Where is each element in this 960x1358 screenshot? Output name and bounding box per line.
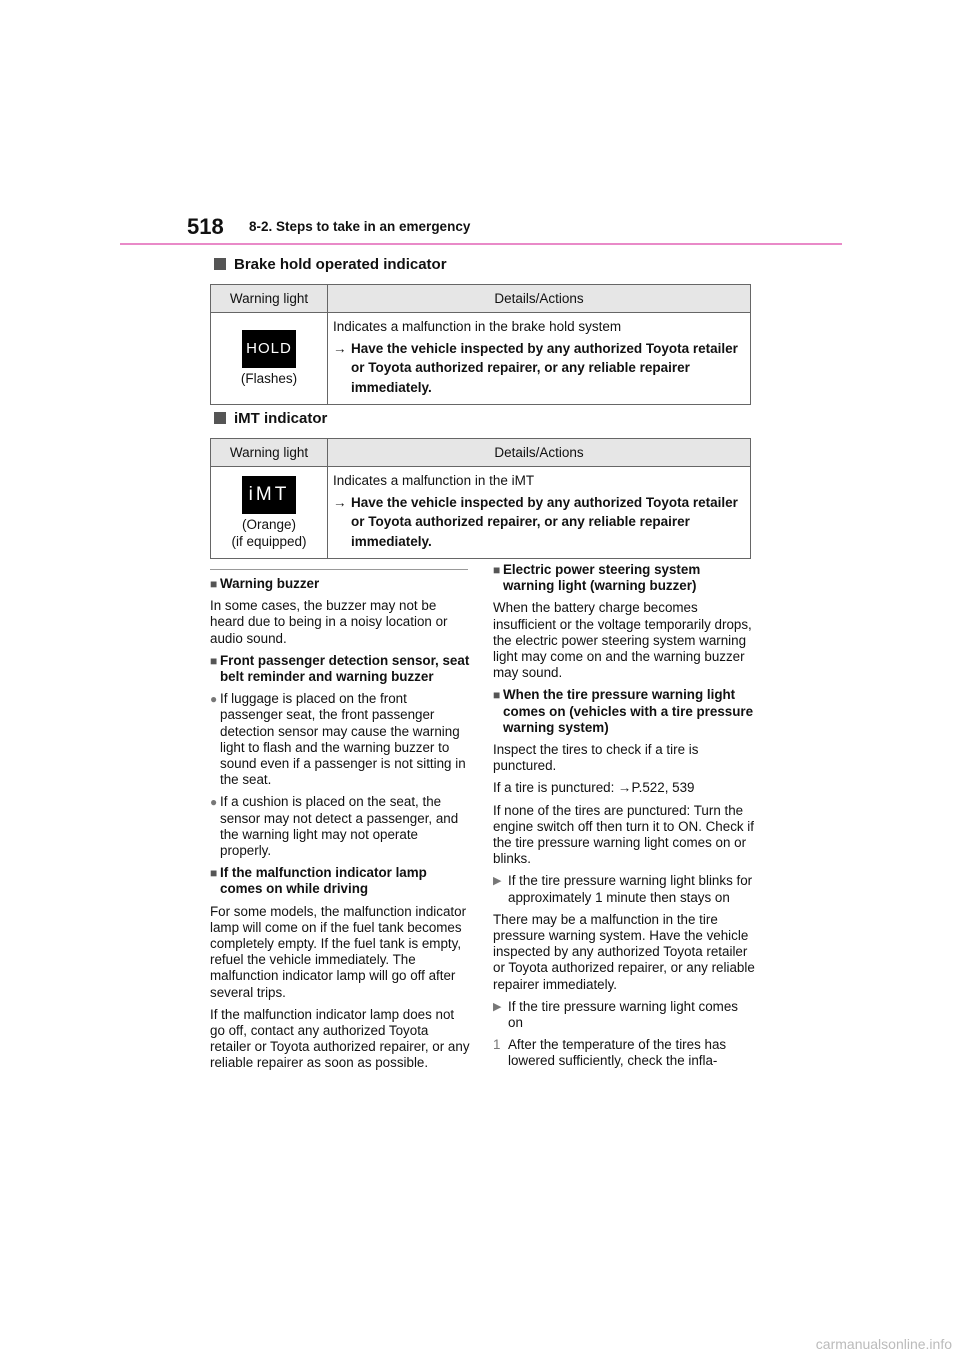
header-rule — [120, 243, 842, 245]
note-paragraph: If none of the tires are punctured: Turn the engine switch off then turn it to ON. Check if the tire pressure warning light comes on or blinks. — [493, 802, 754, 867]
details-cell — [328, 467, 751, 559]
triangle-right-icon: ▶ — [493, 875, 502, 888]
details-cell — [328, 313, 751, 405]
left-column — [210, 576, 472, 1078]
square-marker-icon: ■ — [210, 577, 218, 591]
imt-table — [210, 438, 751, 559]
square-marker-icon: ■ — [493, 563, 501, 577]
hold-indicator-icon: HOLD — [242, 330, 296, 368]
bullet-item: ● If luggage is placed on the front passenger seat, the front passenger detection sensor may cause the warning light to flash and the warning buzzer to sound even if a passenger is not sitting in the seat. — [210, 691, 466, 788]
step-item: 1 After the temperature of the tires has lowered sufficiently, check the infla- — [493, 1037, 727, 1069]
triangle-right-icon: ▶ — [493, 1000, 502, 1013]
note-heading: ■ Electric power steering system warning light (warning buzzer) — [493, 562, 701, 594]
note-heading: ■ Front passenger detection sensor, seat belt reminder and warning buzzer — [210, 652, 470, 685]
note-paragraph: In some cases, the buzzer may not be heard due to being in a noisy location or audio sound. — [210, 598, 448, 646]
note-paragraph: Inspect the tires to check if a tire is punctured. — [493, 742, 699, 774]
imt-indicator-icon: iMT — [242, 476, 296, 514]
note-heading: ■ When the tire pressure warning light comes on (vehicles with a tire pressure warning system) — [493, 687, 754, 735]
circle-bullet-icon: ● — [210, 692, 218, 707]
arrow-right-icon: → — [618, 780, 632, 796]
icon-caption-equipped: (if equipped) — [231, 533, 307, 549]
section-heading: 8-2. Steps to take in an emergency — [249, 219, 471, 234]
square-marker-icon: ■ — [493, 688, 501, 703]
column-header-warning-light: Warning light — [211, 439, 328, 467]
bullet-item: ● If a cushion is placed on the seat, the sensor may not detect a passenger, and the warning light may not operate properly. — [210, 794, 459, 859]
note-heading: ■ If the malfunction indicator lamp comes on while driving — [210, 865, 427, 897]
column-header-details: Details/Actions — [328, 439, 751, 467]
note-paragraph: For some models, the malfunction indicator lamp will come on if the fuel tank becomes completely empty. If the fuel tank is empty, refuel the vehicle immediately. The malfunction indicator lamp will go off after several trips. — [210, 903, 467, 1000]
page-number: 518 — [187, 214, 224, 239]
note-heading: ■ Warning buzzer — [210, 576, 320, 591]
square-marker-icon: ■ — [210, 866, 218, 881]
page-reference: If a tire is punctured: →P.522, 539 — [493, 780, 695, 796]
icon-caption: (Flashes) — [240, 371, 298, 386]
right-column — [493, 562, 755, 1076]
detail-text: Indicates a malfunction in the iMT — [333, 473, 535, 488]
warning-light-cell — [211, 467, 328, 559]
detail-text: Indicates a malfunction in the brake hold system — [333, 319, 622, 334]
circle-bullet-icon: ● — [210, 795, 218, 810]
note-paragraph: There may be a malfunction in the tire pressure warning system. Have the vehicle inspected by any authorized Toyota retailer or Toyota authorized repairer, or any reliable repairer immediately. — [493, 911, 755, 992]
notes-divider — [210, 569, 468, 570]
section-title-brake-hold: Brake hold operated indicator — [214, 256, 447, 273]
note-paragraph: When the battery charge becomes insufficient or the voltage temporarily drops, the electric power steering system warning light may come on and the warning buzzer may sound. — [493, 600, 752, 681]
warning-light-cell — [211, 313, 328, 405]
section-title-imt: iMT indicator — [214, 410, 327, 427]
condition-item: ▶ If the tire pressure warning light comes on — [493, 998, 738, 1031]
action-text: → Have the vehicle inspected by any authorized Toyota retailer or Toyota authorized repairer, or any reliable repairer immediately. — [333, 339, 745, 398]
condition-item: ▶ If the tire pressure warning light blinks for approximately 1 minute then stays on — [493, 873, 753, 905]
square-marker-icon — [214, 412, 226, 424]
icon-caption: (Orange) — [241, 516, 297, 532]
watermark: carmanualsonline.info — [815, 1336, 952, 1352]
square-marker-icon — [214, 258, 226, 270]
square-marker-icon: ■ — [210, 653, 218, 668]
action-text: → Have the vehicle inspected by any authorized Toyota retailer or Toyota authorized repairer, or any reliable repairer immediately. — [333, 493, 745, 552]
arrow-right-icon: → — [333, 340, 347, 356]
arrow-right-icon: → — [333, 494, 347, 510]
note-paragraph: If the malfunction indicator lamp does not go off, contact any authorized Toyota retailer or Toyota authorized repairer, or any reliable repairer as soon as possible. — [210, 1006, 470, 1071]
brake-hold-table — [210, 284, 751, 405]
column-header-details: Details/Actions — [328, 285, 751, 313]
step-number: 1 — [493, 1037, 501, 1053]
column-header-warning-light: Warning light — [211, 285, 328, 313]
